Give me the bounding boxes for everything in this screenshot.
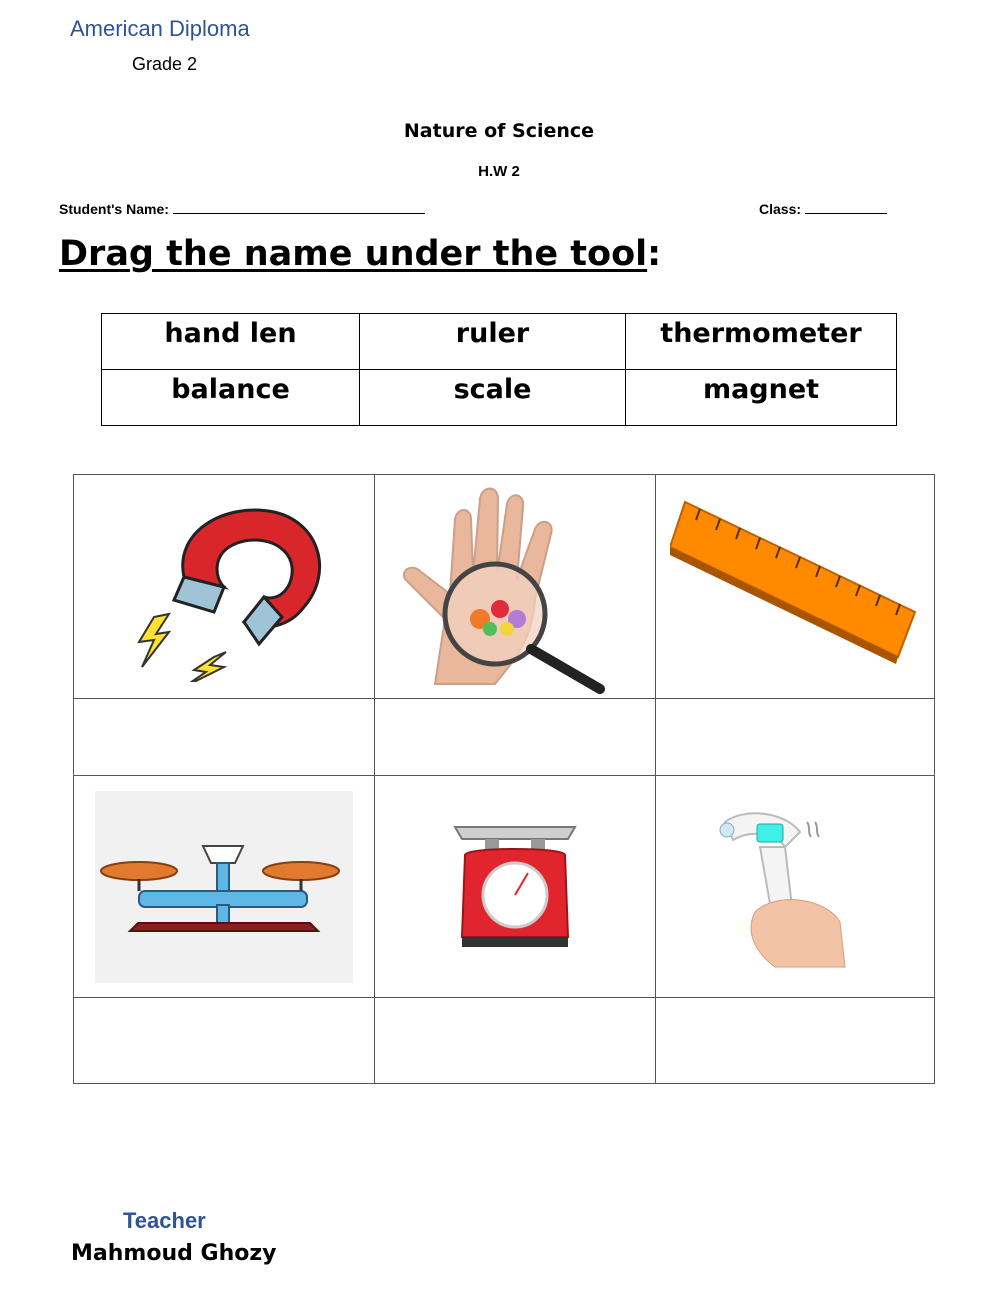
class-label: Class: — [759, 201, 802, 217]
word-chip-hand-len[interactable]: hand len — [164, 318, 297, 349]
word-bank-cell — [102, 370, 360, 426]
ruler-icon — [670, 492, 920, 682]
balance-icon — [95, 791, 353, 983]
word-bank-table — [101, 313, 897, 426]
drop-target[interactable] — [656, 699, 934, 775]
drop-target[interactable] — [375, 699, 655, 775]
word-chip-balance[interactable]: balance — [171, 374, 290, 405]
school-name: American Diploma — [70, 16, 250, 41]
instruction-colon: : — [647, 234, 662, 274]
class-line[interactable] — [805, 201, 887, 214]
student-name-label: Student's Name: — [59, 201, 169, 217]
tool-image-cell — [74, 475, 375, 699]
tool-image-cell — [375, 776, 656, 998]
tools-table — [73, 474, 935, 1084]
drop-zone[interactable] — [375, 699, 656, 776]
drop-target[interactable] — [656, 998, 934, 1083]
grade-label: Grade 2 — [132, 54, 198, 74]
word-chip-thermometer[interactable]: thermometer — [660, 318, 862, 349]
thermometer-icon — [715, 802, 875, 972]
tool-image-cell — [375, 475, 656, 699]
drop-zone[interactable] — [656, 998, 935, 1084]
drop-target[interactable] — [74, 699, 374, 775]
hand-lens-icon — [395, 479, 635, 694]
teacher-name: Mahmoud Ghozy — [71, 1241, 277, 1266]
drop-zone[interactable] — [375, 998, 656, 1084]
word-bank-cell — [626, 370, 897, 426]
drop-target[interactable] — [375, 998, 655, 1083]
word-chip-ruler[interactable]: ruler — [455, 318, 530, 349]
word-chip-magnet[interactable]: magnet — [702, 374, 820, 405]
teacher-label: Teacher — [123, 1208, 206, 1233]
drop-zone[interactable] — [74, 699, 375, 776]
drop-zone[interactable] — [74, 998, 375, 1084]
drop-zone[interactable] — [656, 699, 935, 776]
class-field[interactable] — [759, 201, 887, 217]
magnet-icon — [114, 492, 334, 682]
word-bank-cell — [360, 314, 626, 370]
word-chip-scale[interactable]: scale — [453, 374, 532, 405]
tool-image-cell — [656, 776, 935, 998]
word-bank-cell — [626, 314, 897, 370]
scale-icon — [450, 817, 580, 957]
page-title: Nature of Science — [403, 120, 595, 142]
tool-image-cell — [74, 776, 375, 998]
word-bank-cell — [360, 370, 626, 426]
instruction-heading — [59, 234, 661, 274]
student-name-line[interactable] — [173, 201, 425, 214]
drop-target[interactable] — [74, 998, 374, 1083]
homework-label: H.W 2 — [478, 163, 520, 180]
tool-image-cell — [656, 475, 935, 699]
student-name-field[interactable] — [59, 201, 425, 217]
word-bank-cell — [102, 314, 360, 370]
instruction-text: Drag the name under the tool — [59, 234, 648, 274]
